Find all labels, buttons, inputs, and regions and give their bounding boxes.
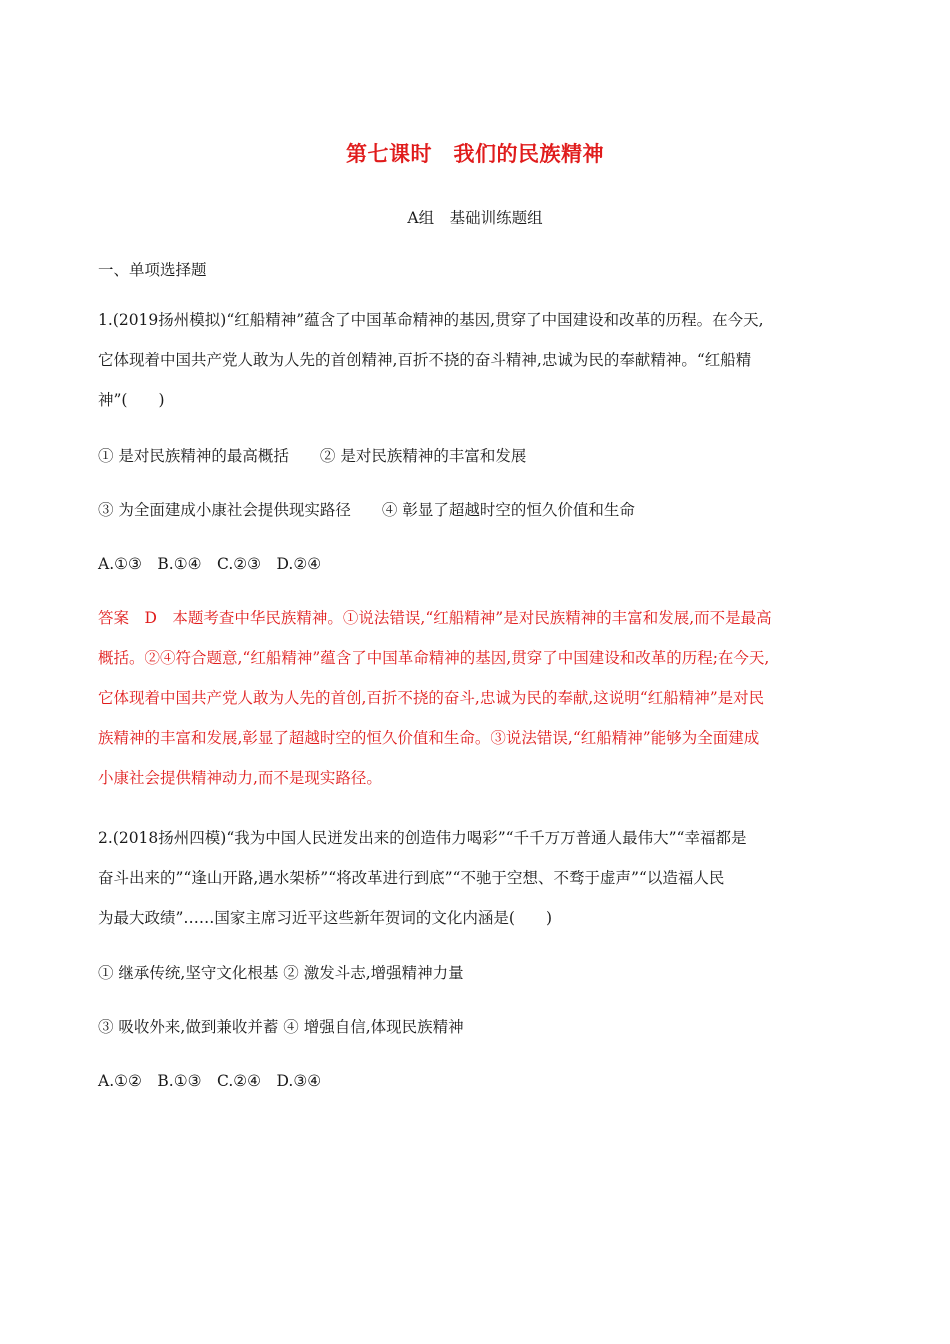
- page-title: 第七课时 我们的民族精神: [346, 142, 604, 166]
- question-2-choices: A.①② B.①③ C.②④ D.③④: [98, 1072, 322, 1090]
- question-1-choices: A.①③ B.①④ C.②③ D.②④: [98, 555, 322, 573]
- answer-line: 它体现着中国共产党人敢为人先的首创,百折不挠的奋斗,忠诚为民的奉献,这说明“红船精神”是对民: [98, 689, 765, 707]
- question-2-line: 奋斗出来的”“逢山开路,遇水架桥”“将改革进行到底”“不驰于空想、不骛于虚声”“以造福人民: [98, 869, 725, 887]
- answer-line: 小康社会提供精神动力,而不是现实路径。: [98, 769, 382, 787]
- answer-line: 族精神的丰富和发展,彰显了超越时空的恒久价值和生命。③说法错误,“红船精神”能够为全面建成: [98, 729, 760, 747]
- section-heading: 一、单项选择题: [98, 261, 207, 279]
- question-2-options-12: ① 继承传统,坚守文化根基 ② 激发斗志,增强精神力量: [98, 964, 464, 982]
- answer-line: 概括。②④符合题意,“红船精神”蕴含了中国革命精神的基因,贯穿了中国建设和改革的历程;在今天,: [98, 649, 770, 667]
- question-2-options-34: ③ 吸收外来,做到兼收并蓄 ④ 增强自信,体现民族精神: [98, 1018, 464, 1036]
- question-1-stem: [98, 300, 858, 420]
- question-1-answer: [98, 598, 858, 798]
- question-1-options-34: ③ 为全面建成小康社会提供现实路径 ④ 彰显了超越时空的恒久价值和生命: [98, 501, 635, 519]
- question-2-line: 为最大政绩”……国家主席习近平这些新年贺词的文化内涵是( ): [98, 909, 553, 927]
- question-1-line: 它体现着中国共产党人敢为人先的首创精神,百折不挠的奋斗精神,忠诚为民的奉献精神。“红船精: [98, 351, 752, 369]
- question-1-options-12: ① 是对民族精神的最高概括 ② 是对民族精神的丰富和发展: [98, 447, 527, 465]
- group-heading: A组 基础训练题组: [407, 209, 543, 227]
- question-1-line: 神”( ): [98, 391, 165, 409]
- question-2-stem: [98, 818, 858, 938]
- question-2-line: 2.(2018扬州四模)“我为中国人民迸发出来的创造伟力喝彩”“千千万万普通人最伟大”“幸福都是: [98, 829, 747, 847]
- answer-line: 答案 D 本题考查中华民族精神。①说法错误,“红船精神”是对民族精神的丰富和发展,而不是最高: [98, 609, 772, 627]
- question-1-line: 1.(2019扬州模拟)“红船精神”蕴含了中国革命精神的基因,贯穿了中国建设和改革的历程。在今天,: [98, 311, 764, 329]
